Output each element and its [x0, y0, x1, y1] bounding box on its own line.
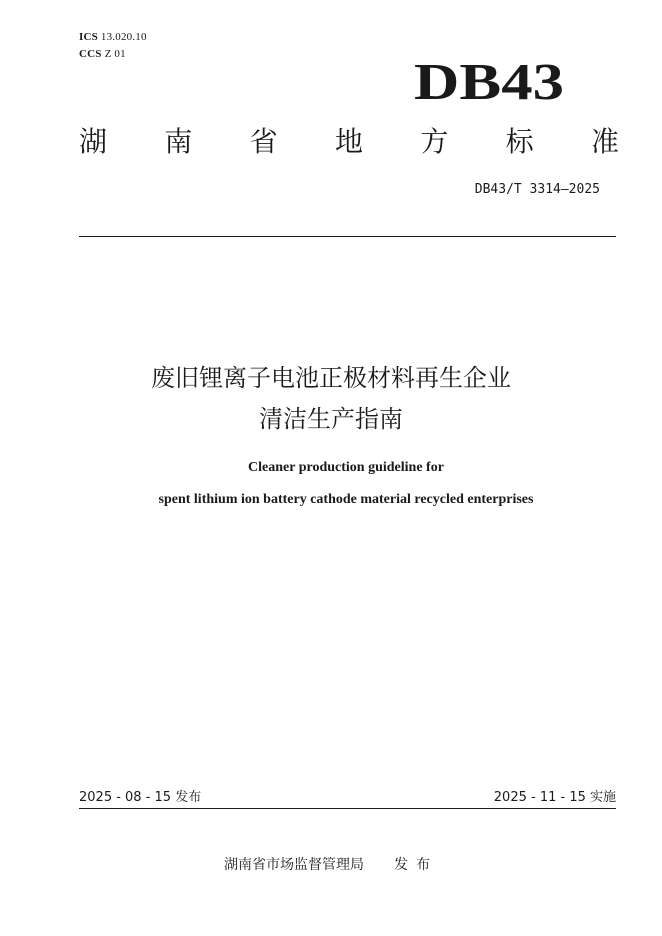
title-chinese-line-1: 废旧锂离子电池正极材料再生企业 — [151, 364, 511, 392]
standard-type-char: 湖 — [79, 125, 108, 158]
ccs-code: Z 01 — [104, 48, 126, 60]
standard-type-char: 标 — [505, 125, 534, 158]
title-english-line-1: Cleaner production guideline for — [248, 460, 444, 475]
publisher-line — [0, 855, 662, 875]
implementation-date: 2025 - 11 - 15 实施 — [493, 790, 616, 805]
ics-label: ICS — [79, 31, 98, 43]
standard-type-char: 方 — [420, 125, 449, 158]
standard-type-char: 准 — [590, 125, 619, 158]
ccs-classification — [79, 47, 126, 61]
standard-mark-text: DB43 — [414, 58, 564, 108]
standard-mark-logo — [414, 58, 574, 108]
title-english-line-2: spent lithium ion battery cathode material recycled enterprises — [158, 492, 534, 507]
bottom-divider — [79, 808, 616, 809]
standard-type-char: 地 — [334, 125, 363, 158]
title-chinese-line-2: 清洁生产指南 — [259, 405, 403, 433]
ics-code: 13.020.10 — [100, 31, 147, 43]
ccs-label: CCS — [79, 48, 102, 60]
ics-classification — [79, 30, 147, 44]
standard-number: DB43/T 3314—2025 — [474, 182, 600, 197]
issue-date: 2025 - 08 - 15 发布 — [79, 790, 202, 805]
top-divider — [79, 236, 616, 237]
standard-type-heading — [79, 122, 619, 162]
standard-type-char: 省 — [249, 125, 278, 158]
publisher-name: 湖南省市场监督管理局 — [224, 857, 364, 873]
standard-type-char: 南 — [164, 125, 193, 158]
publisher-action: 发布 — [394, 857, 438, 873]
